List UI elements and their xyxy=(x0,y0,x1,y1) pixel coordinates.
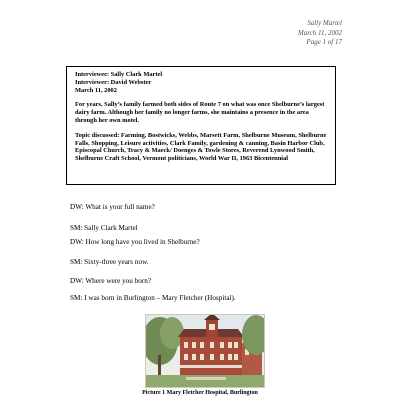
interviewee-line: Interviewee: Sally Clark Martel xyxy=(75,71,163,78)
interview-date: March 11, 2002 xyxy=(75,86,117,94)
interviewer-line: Interviewer: David Webster xyxy=(75,78,152,86)
interview-summary-box xyxy=(66,66,336,185)
header-date: March 11, 2002 xyxy=(297,28,342,37)
transcript-line: SM: Sixty-three years now. xyxy=(70,258,149,266)
topics-discussed: Topic discussed: Farming, Bostwicks, Webbs, Marsett Farm, Shelburne Museum, Shelburne Falls, Shopping, Leisure activities, Clark Family, gardening & canning, Basin Harbor Club, Episcopal Church, Tracy & Maeck/ Doenges & Towle Stores, Reverend Lynwood Smith, Shelburne Craft School, Vermont politicians, World War II, 1963 Bicentennial xyxy=(75,131,327,163)
hospital-photo xyxy=(145,314,265,388)
transcript-line: DW: What is your full name? xyxy=(70,203,155,211)
transcript-line: SM: I was born in Burlington – Mary Fletcher (Hospital). xyxy=(70,294,236,302)
photo-caption: Picture 1 Mary Fletcher Hospital, Burlington xyxy=(142,390,258,396)
transcript-line: SM: Sally Clark Martel xyxy=(70,224,138,232)
interview-description: For years, Sally’s family farmed both sides of Route 7 on what was once Shelburne’s largest dairy farm. Although her family no longer farms, she maintains a presence in the area through her own motel. xyxy=(75,101,325,124)
transcript-line: DW: How long have you lived in Shelburne? xyxy=(70,238,200,246)
header-name: Sally Martel xyxy=(307,19,342,27)
page-header xyxy=(298,19,342,48)
transcript-line: DW: Where were you born? xyxy=(70,277,152,285)
header-page-number: Page 1 of 17 xyxy=(306,38,342,46)
